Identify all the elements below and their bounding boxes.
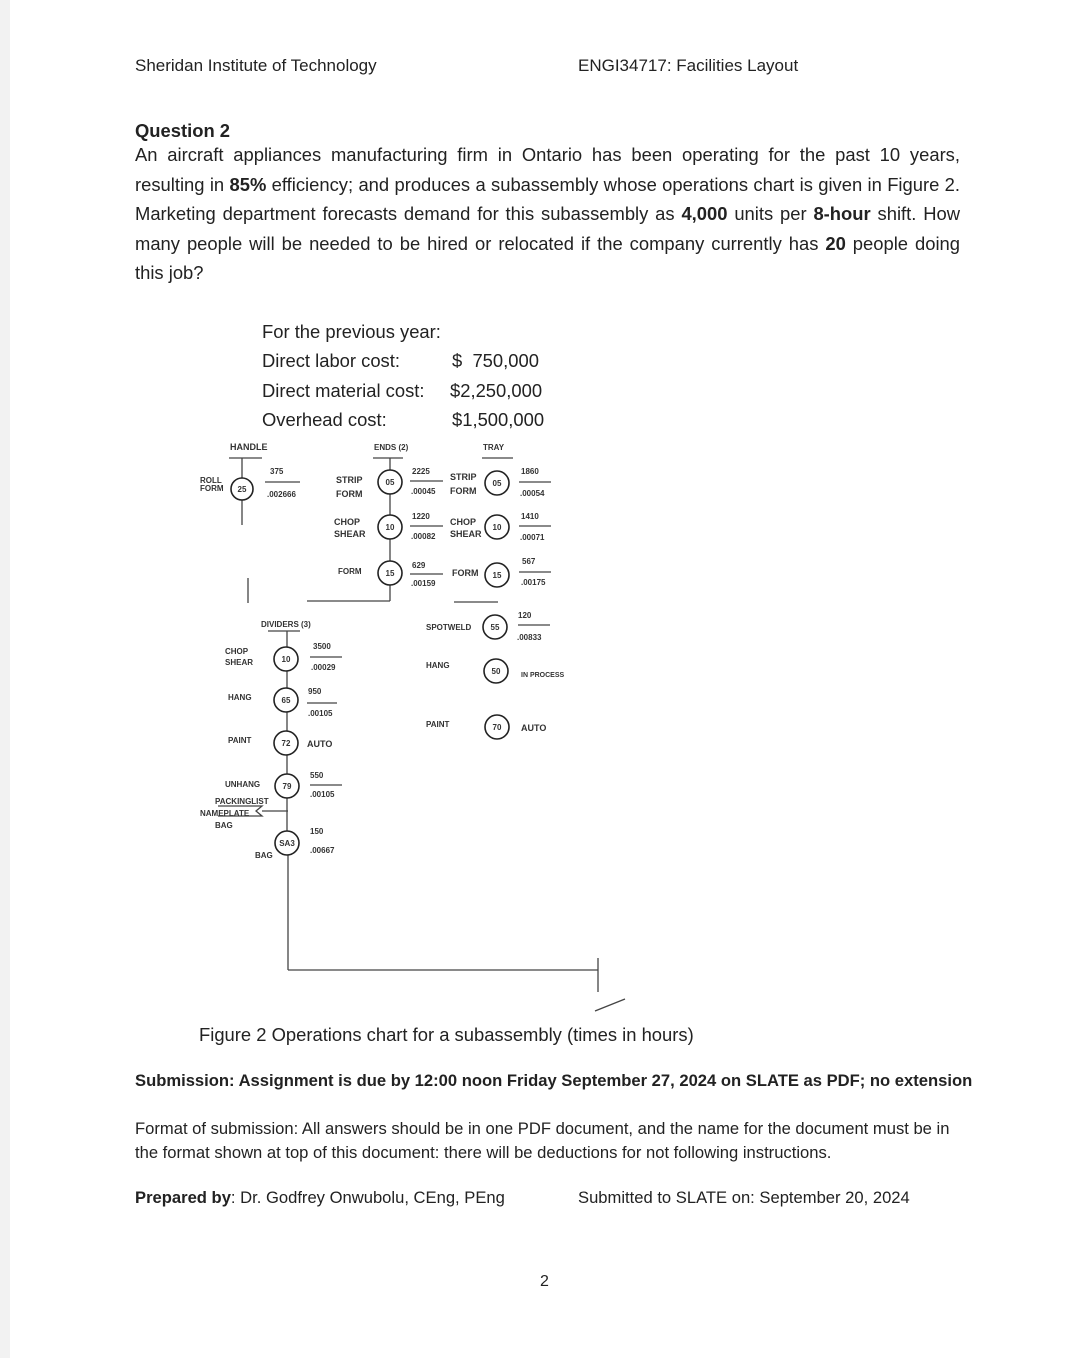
figure-caption: Figure 2 Operations chart for a subassembly (times in hours) [199, 1024, 694, 1045]
chart-label: PACKINGLIST [215, 797, 269, 806]
cost-value: $ 750,000 [452, 350, 539, 371]
chart-label: SPOTWELD [426, 623, 472, 632]
chart-label: 567 [522, 557, 536, 566]
chart-label: CHOP [225, 647, 249, 656]
chart-label: FORM [336, 489, 363, 499]
chart-label: 72 [281, 739, 291, 748]
cost-label: Direct material cost: [262, 380, 425, 401]
chart-label: 50 [491, 667, 501, 676]
connector-line [595, 999, 625, 1011]
chart-label: .00071 [520, 533, 545, 542]
chart-label: 629 [412, 561, 426, 570]
chart-label: 10 [492, 523, 502, 532]
chart-label: PAINT [426, 720, 450, 729]
submission-note: Submission: Assignment is due by 12:00 noon Friday September 27, 2024 on SLATE as PDF; no extension [135, 1071, 973, 1090]
chart-label: SA3 [279, 839, 295, 848]
chart-label: 375 [270, 467, 284, 476]
chart-label: ROLL [200, 476, 222, 485]
chart-label: .00105 [308, 709, 333, 718]
question-title: Question 2 [135, 120, 231, 141]
costs-heading: For the previous year: [262, 321, 441, 342]
chart-label: FORM [200, 484, 224, 493]
chart-label: .00159 [411, 579, 436, 588]
chart-label: 15 [492, 571, 502, 580]
chart-label: 05 [385, 478, 395, 487]
chart-label: FORM [450, 486, 477, 496]
chart-label: 1220 [412, 512, 430, 521]
chart-label: 05 [492, 479, 502, 488]
chart-label: 65 [281, 696, 291, 705]
submitted-date: Submitted to SLATE on: September 20, 2024 [578, 1188, 910, 1207]
chart-label: 55 [490, 623, 500, 632]
chart-label: UNHANG [225, 780, 261, 789]
chart-label: 10 [281, 655, 291, 664]
chart-label: HANG [228, 693, 252, 702]
cost-value: $2,250,000 [450, 380, 543, 401]
chart-label: units per [727, 203, 814, 225]
chart-label: FORM [338, 567, 362, 576]
chart-label: CHOP [450, 517, 477, 527]
chart-label: FORM [452, 568, 479, 578]
chart-label: 120 [518, 611, 532, 620]
chart-label: SHEAR [450, 529, 482, 539]
header-course: ENGI34717: Facilities Layout [578, 56, 799, 75]
chart-label: .00105 [310, 790, 335, 799]
chart-label: 20 [825, 232, 846, 254]
chart-label: SHEAR [334, 529, 366, 539]
chart-label: 550 [310, 771, 324, 780]
chart-label: .00667 [310, 846, 335, 855]
chart-label: 2225 [412, 467, 430, 476]
chart-label: CHOP [334, 517, 361, 527]
chart-label: 25 [237, 485, 247, 494]
chart-label: 1410 [521, 512, 539, 521]
chart-label: NAMEPLATE [200, 809, 250, 818]
chart-label: 4,000 [681, 203, 728, 225]
chart-label: .00045 [411, 487, 436, 496]
part-title: HANDLE [230, 442, 268, 452]
chart-label: BAG [255, 851, 273, 860]
chart-label: 950 [308, 687, 322, 696]
chart-label: efficiency; and produces a subassembly whose operations chart is given in Figure 2. Marketing department forecasts demand for this subassembly as [135, 173, 961, 225]
chart-label: 15 [385, 569, 395, 578]
chart-label: HANG [426, 661, 450, 670]
part-title: TRAY [483, 443, 505, 452]
chart-label: shift. How many people will be needed to be hired or relocated if the company currently has [135, 203, 960, 254]
chart-label: 8-hour [813, 203, 871, 225]
chart-label: .00175 [521, 578, 546, 587]
header-institution: Sheridan Institute of Technology [135, 56, 377, 75]
chart-label: AUTO [307, 739, 333, 749]
chart-label: 1860 [521, 467, 539, 476]
chart-label: PAINT [228, 736, 252, 745]
chart-label: Prepared by [135, 1188, 231, 1207]
chart-label: .002666 [267, 490, 296, 499]
chart-label: 85% [229, 173, 267, 195]
page-number: 2 [540, 1273, 549, 1290]
format-note: Format of submission: All answers should be in one PDF document, and the name for the document must be in the format shown at top of this document: there will be deductions for not following instructions. [135, 1119, 950, 1162]
chart-label: SHEAR [225, 658, 254, 667]
chart-label: .00054 [520, 489, 545, 498]
chart-label: 79 [282, 782, 292, 791]
cost-label: Direct labor cost: [262, 350, 400, 371]
cost-value: $1,500,000 [452, 409, 545, 430]
chart-label: 3500 [313, 642, 331, 651]
cost-label: Overhead cost: [262, 409, 387, 430]
chart-label: AUTO [521, 723, 547, 733]
chart-label: .00029 [311, 663, 336, 672]
chart-label: 10 [385, 523, 395, 532]
chart-label: STRIP [450, 472, 477, 482]
chart-label: .00833 [517, 633, 542, 642]
chart-label: An aircraft appliances manufacturing firm in Ontario has been operating for the past 10 years, resulting in [135, 144, 960, 195]
chart-label: : Dr. Godfrey Onwubolu, CEng, PEng [230, 1188, 505, 1207]
chart-label: STRIP [336, 475, 363, 485]
chart-label: people doing this job? [135, 232, 960, 284]
part-title: DIVIDERS (3) [261, 620, 311, 629]
chart-label: .00082 [411, 532, 436, 541]
chart-label: 150 [310, 827, 324, 836]
chart-label: BAG [215, 821, 233, 830]
prepared-by [135, 1188, 505, 1208]
chart-label: IN PROCESS [521, 672, 565, 679]
chart-label: 70 [492, 723, 502, 732]
part-title: ENDS (2) [374, 443, 409, 452]
